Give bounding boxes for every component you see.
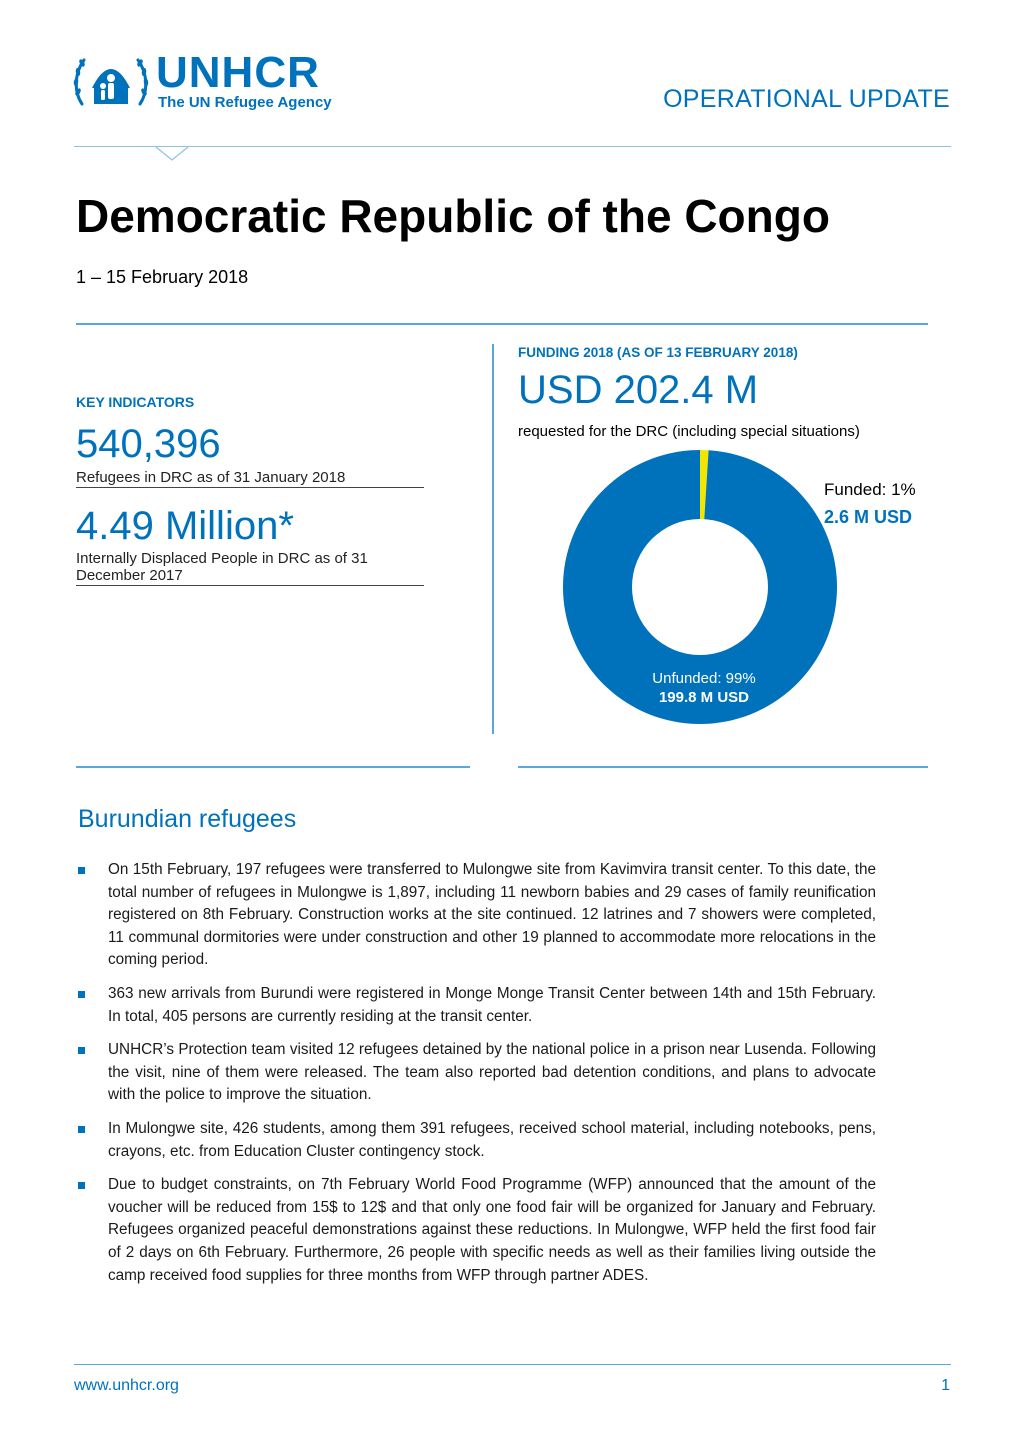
list-item: [76, 1039, 876, 1107]
funding-label: FUNDING 2018 (AS OF 13 FEBRUARY 2018): [518, 345, 798, 360]
column-divider: [492, 344, 494, 734]
list-item: [76, 983, 876, 1028]
unfunded-label: Unfunded: 99%: [652, 670, 756, 687]
logo-name: UNHCR: [156, 48, 320, 97]
section-divider-top: [76, 323, 928, 325]
header-divider: [74, 146, 951, 147]
bullet-text: UNHCR’s Protection team visited 12 refugees detained by the national police in a prison near Lusenda. Following the visit, nine of them were released. The team also reported bad detention conditions, and plans to advocate with the police to improve the situation.: [108, 1041, 876, 1104]
footer-divider: [74, 1364, 951, 1365]
section-title: Burundian refugees: [78, 805, 297, 833]
bullet-square-icon: [78, 1047, 85, 1054]
refugee-count-description: Refugees in DRC as of 31 January 2018: [76, 469, 424, 488]
document-type: OPERATIONAL UPDATE: [663, 85, 950, 113]
idp-count-description: Internally Displaced People in DRC as of 31 December 2017: [76, 550, 424, 586]
bullet-text: 363 new arrivals from Burundi were registered in Monge Monge Transit Center between 14th and 15th February. In total, 405 persons are currently residing at the transit center.: [108, 984, 876, 1025]
unfunded-amount: 199.8 M USD: [658, 689, 750, 706]
bullet-text: Due to budget constraints, on 7th February World Food Programme (WFP) announced that the amount of the voucher will be reduced from 15$ to 12$ and that only one food fair will be organized for January and February. Refugees organized peaceful demonstrations against these reductions. In Mulongwe, WFP held the first food fair of 2 days on 6th February. Furthermore, 26 people with specific needs as well as their families living outside the camp received food supplies for three months from WFP through partner ADES.: [108, 1176, 876, 1284]
bullet-square-icon: [78, 991, 85, 998]
bullet-text: In Mulongwe site, 426 students, among them 391 refugees, received school material, including notebooks, pens, crayons, etc. from Education Cluster contingency stock.: [108, 1119, 876, 1160]
page-title: Democratic Republic of the Congo: [76, 190, 830, 242]
idp-count: 4.49 Million*: [76, 504, 294, 548]
bullet-text: On 15th February, 197 refugees were transferred to Mulongwe site from Kavimvira transit center. To this date, the total number of refugees in Mulongwe is 1,897, including 11 newborn babies and 29 cases of family reunification registered on 8th February. Construction works at the site continued. 12 latrines and 7 showers were completed, 11 communal dormitories were under construction and other 19 planned to accommodate more relocations in the coming period.: [108, 861, 876, 969]
refugee-count: 540,396: [76, 422, 221, 466]
list-item: [76, 1174, 876, 1287]
list-item: [76, 1118, 876, 1163]
unhcr-logo: [72, 48, 352, 118]
list-item: [76, 859, 876, 972]
footer-url-link[interactable]: www.unhcr.org: [74, 1377, 179, 1394]
funded-label: Funded: 1%: [824, 480, 916, 499]
funded-amount: 2.6 M USD: [824, 507, 913, 527]
section-divider-left: [76, 766, 470, 768]
funding-total: USD 202.4 M: [518, 368, 759, 412]
section-divider-right: [518, 766, 928, 768]
unhcr-emblem-icon: [72, 48, 150, 114]
donut-hole: [632, 519, 768, 655]
funding-description: requested for the DRC (including special situations): [518, 423, 860, 440]
bullet-list: [76, 859, 876, 1298]
logo-tagline: The UN Refugee Agency: [158, 94, 332, 111]
bullet-square-icon: [78, 1182, 85, 1189]
key-indicators-label: KEY INDICATORS: [76, 394, 195, 410]
bullet-square-icon: [78, 1126, 85, 1133]
bullet-square-icon: [78, 867, 85, 874]
chevron-down-icon: [155, 146, 189, 162]
page-number: 1: [941, 1377, 950, 1394]
date-range: 1 – 15 February 2018: [76, 267, 249, 287]
